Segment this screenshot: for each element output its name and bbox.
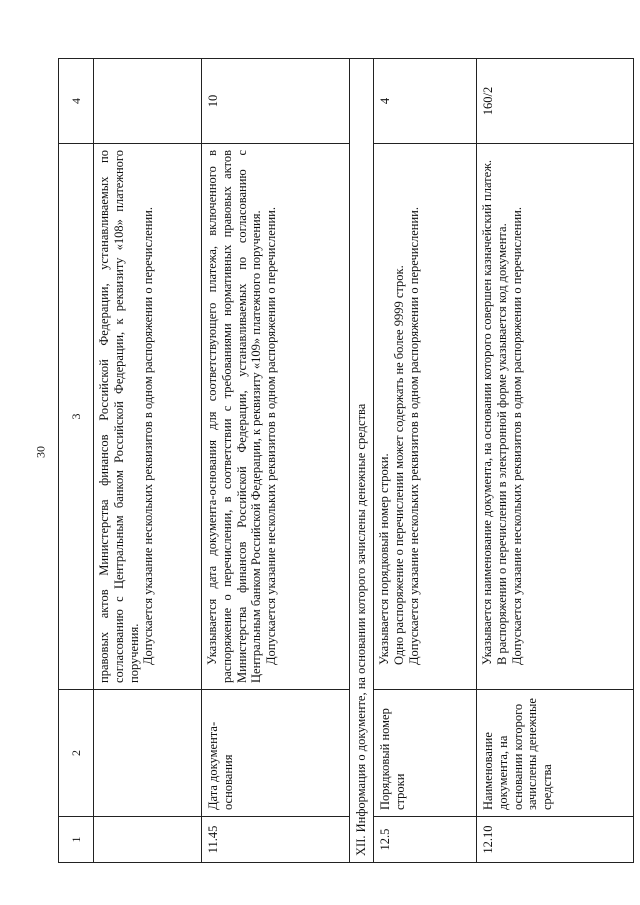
description-paragraph: Допускается указание нескольких реквизитов в одном распоряжении о перечислении. [141, 207, 156, 665]
table-row [374, 59, 477, 863]
requisite-description [94, 144, 202, 690]
table-row [94, 59, 202, 863]
description-paragraph: Допускается указание нескольких реквизитов в одном распоряжении о перечислении. [509, 207, 524, 665]
field-size: 10 [202, 59, 350, 144]
description-paragraph: Допускается указание нескольких реквизитов в одном распоряжении о перечислении. [264, 207, 278, 665]
header-col-4: 4 [59, 59, 94, 144]
requisite-description [477, 144, 634, 690]
description-paragraph: Одно распоряжение о перечислении может содержать не более 9999 строк. [391, 265, 406, 665]
requisite-description [374, 144, 477, 690]
field-size [94, 59, 202, 144]
requisite-name: Дата документа-основания [202, 690, 350, 817]
section-title: XII. Информация о документе, на основании которого зачислены денежные средства [350, 59, 374, 863]
description-paragraph: Допускается указание нескольких реквизитов в одном распоряжении о перечислении. [406, 207, 421, 665]
table-row [202, 59, 350, 863]
row-number [94, 817, 202, 863]
requisites-table [58, 58, 634, 863]
field-size: 4 [374, 59, 477, 144]
requisite-name: Наименование документа, на основании которого зачислены денежные средства [477, 690, 634, 817]
requisite-name [94, 690, 202, 817]
row-number: 12.5 [374, 817, 477, 863]
field-size: 160/2 [477, 59, 634, 144]
description-paragraph: Указывается дата документа-основания для соответствующего платежа, включенного в распоряжение о перечислении, в соответствии с требованиями нормативных правовых актов Министерства финансов Российской Федерации, устанавливаемых по согласованию с Центральным банком Российской Федерации, к реквизиту «109» платежного поручения. [205, 150, 264, 683]
table-row [477, 59, 634, 863]
rotated-page [58, 59, 600, 863]
row-number: 12.10 [477, 817, 634, 863]
requisite-name: Порядковый номер строки [374, 690, 477, 817]
row-number: 11.45 [202, 817, 350, 863]
header-col-3: 3 [59, 144, 94, 690]
description-paragraph: В распоряжении о перечислении в электронной форме указывается код документа. [494, 223, 509, 665]
section-header-row [350, 59, 374, 863]
description-paragraph: Указывается наименование документа, на основании которого совершен казначейский платеж. [480, 160, 494, 665]
description-paragraph: правовых актов Министерства финансов Российской Федерации, устанавливаемых по согласованию с Центральным банком Российской Федерации, к реквизиту «108» платежного поручения. [97, 150, 141, 683]
header-col-2: 2 [59, 690, 94, 817]
description-paragraph: Указывается порядковый номер строки. [377, 453, 391, 665]
page-number: 30 [33, 446, 48, 458]
requisite-description [202, 144, 350, 690]
header-col-1: 1 [59, 817, 94, 863]
table-header-row [59, 59, 94, 863]
